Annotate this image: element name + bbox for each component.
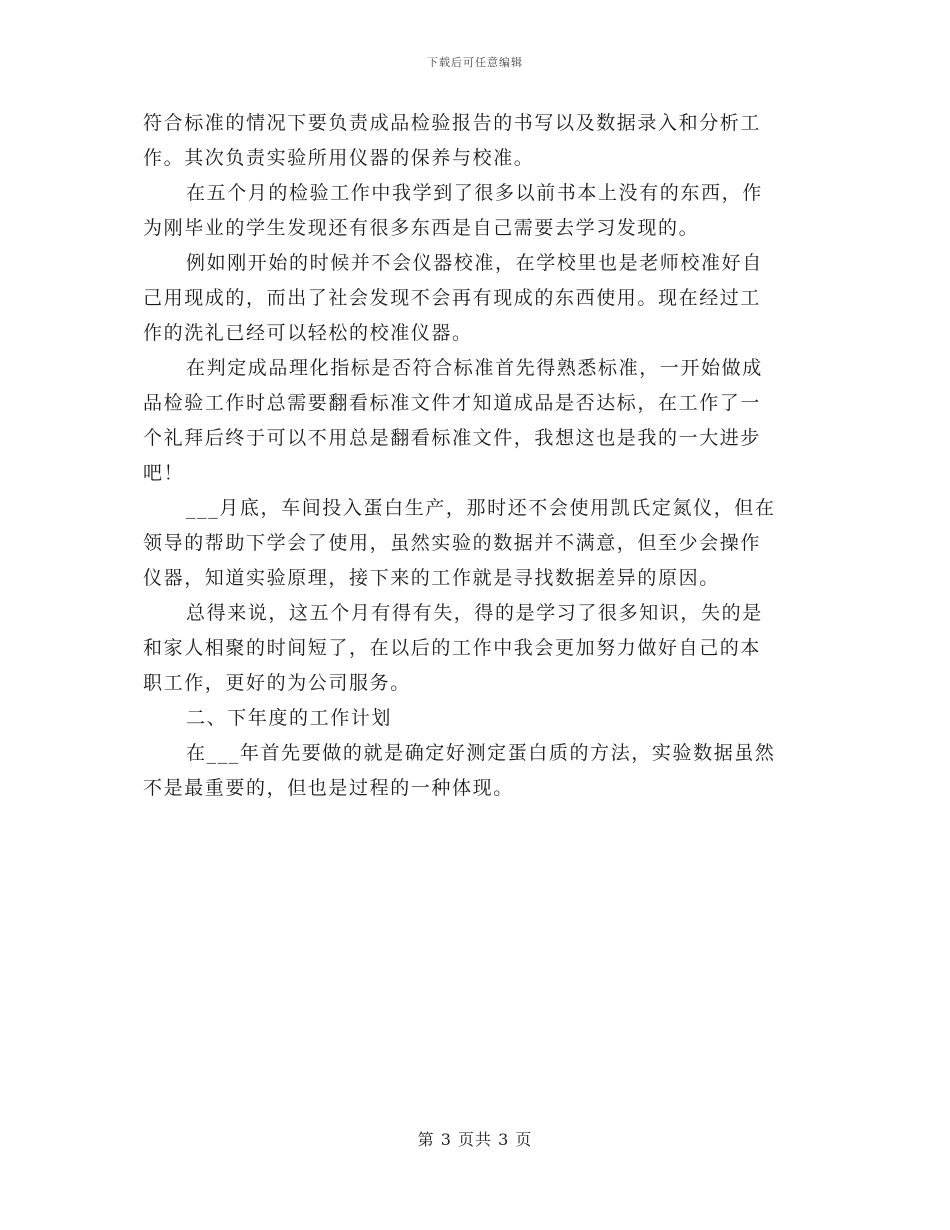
text-line: 己用现成的，而出了社会发现不会再有现成的东西使用。现在经过工 xyxy=(143,287,762,309)
text-line: 仪器，知道实验原理，接下来的工作就是寻找数据差异的原因。 xyxy=(143,567,720,589)
text-line: 品检验工作时总需要翻看标准文件才知道成品是否达标，在工作了一 xyxy=(143,392,762,414)
page-number-footer: 第 3 页共 3 页 xyxy=(417,1130,533,1149)
text-line: 个礼拜后终于可以不用总是翻看标准文件，我想这也是我的一大进步 xyxy=(143,427,762,449)
text-line: 符合标准的情况下要负责成品检验报告的书写以及数据录入和分析工 xyxy=(143,112,762,134)
text-line: 和家人相聚的时间短了，在以后的工作中我会更加努力做好自己的本 xyxy=(143,637,762,659)
text-line: 作的洗礼已经可以轻松的校准仪器。 xyxy=(143,322,473,344)
document-body xyxy=(143,106,807,806)
paragraph-start-line: 在___年首先要做的就是确定好测定蛋白质的方法，实验数据虽然 xyxy=(186,742,776,764)
text-line: 吧！ xyxy=(143,462,185,484)
text-line: 职工作，更好的为公司服务。 xyxy=(143,672,411,694)
text-line: 作。其次负责实验所用仪器的保养与校准。 xyxy=(143,147,535,169)
paragraph-start-line: 在判定成品理化指标是否符合标准首先得熟悉标准，一开始做成 xyxy=(186,357,763,379)
section-heading: 二、下年度的工作计划 xyxy=(186,707,393,729)
text-line: 为刚毕业的学生发现还有很多东西是自己需要去学习发现的。 xyxy=(143,217,700,239)
text-line: 领导的帮助下学会了使用，虽然实验的数据并不满意，但至少会操作 xyxy=(143,532,762,554)
paragraph-start-line: 例如刚开始的时候并不会仪器校准，在学校里也是老师校准好自 xyxy=(186,252,763,274)
text-line: 不是最重要的，但也是过程的一种体现。 xyxy=(143,777,514,799)
paragraph-start-line: 总得来说，这五个月有得有失，得的是学习了很多知识，失的是 xyxy=(186,602,763,624)
paragraph-start-line: ___月底，车间投入蛋白生产，那时还不会使用凯氏定氮仪，但在 xyxy=(186,497,776,519)
paragraph-start-line: 在五个月的检验工作中我学到了很多以前书本上没有的东西，作 xyxy=(186,182,763,204)
page-header: 下载后可任意编辑 xyxy=(427,56,523,69)
